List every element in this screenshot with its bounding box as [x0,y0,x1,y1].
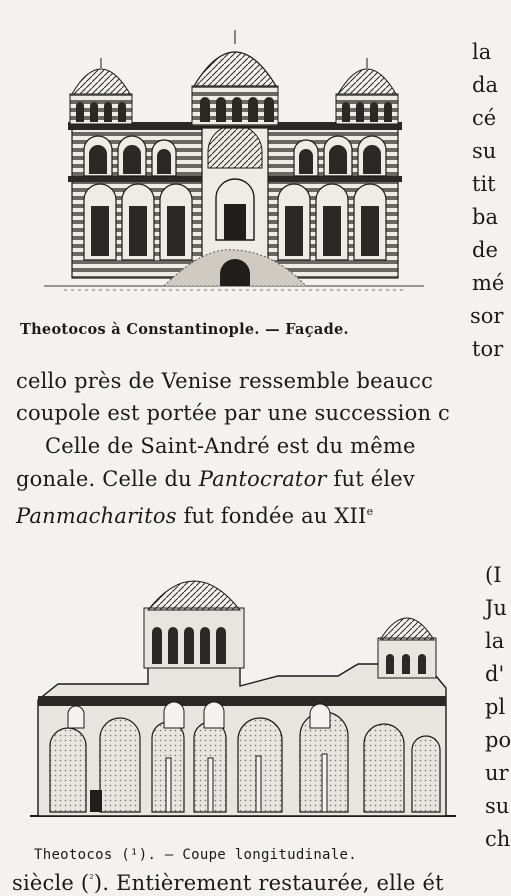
superscript: e [366,505,374,518]
text-fragment: ch [485,827,511,851]
facade-illustration [44,28,424,313]
text-fragment: ba [472,205,498,229]
text-run: siècle ( [12,871,90,895]
figure-caption-facade: Theotocos à Constantinople. — Façade. [20,321,349,338]
paragraph-line: cello près de Venise ressemble beaucc [16,369,434,393]
paragraph-line [16,466,415,492]
text-fragment: su [485,794,510,818]
text-fragment: ur [485,761,509,785]
text-fragment: Ju [485,596,507,620]
text-run: fut élev [326,467,415,491]
text-fragment: d' [485,662,505,686]
text-fragment: mé [472,271,505,295]
figure-caption-section: Theotocos (¹). — Coupe longitudinale. [34,847,357,863]
text-fragment: la [485,629,505,653]
text-fragment: da [472,73,498,97]
section-illustration [28,568,458,847]
italic-term-panmacharitos: Panmacharitos [16,504,177,528]
text-fragment: cé [472,106,497,130]
text-fragment: tit [472,172,496,196]
church-facade-drawing [44,28,424,313]
paragraph-line: Celle de Saint-André est du même [45,434,416,458]
paragraph-line: coupole est portée par une succession c [16,401,451,425]
text-fragment: (I [485,563,502,587]
church-section-drawing [28,568,458,843]
text-run: fut fondée au XII [176,504,367,528]
italic-term-pantocrator: Pantocrator [198,467,327,491]
text-fragment: la [472,40,492,64]
text-fragment: sor [470,304,504,328]
text-fragment: su [472,139,497,163]
text-run: gonale. Celle du [16,467,199,491]
text-run: ). Entièrement restaurée, elle ét [93,871,444,895]
text-fragment: tor [472,337,504,361]
paragraph-line [16,499,373,529]
paragraph-line [12,866,444,896]
text-fragment: po [485,728,511,752]
text-fragment: pl [485,695,506,719]
text-fragment: de [472,238,498,262]
superscript: ² [89,872,94,885]
